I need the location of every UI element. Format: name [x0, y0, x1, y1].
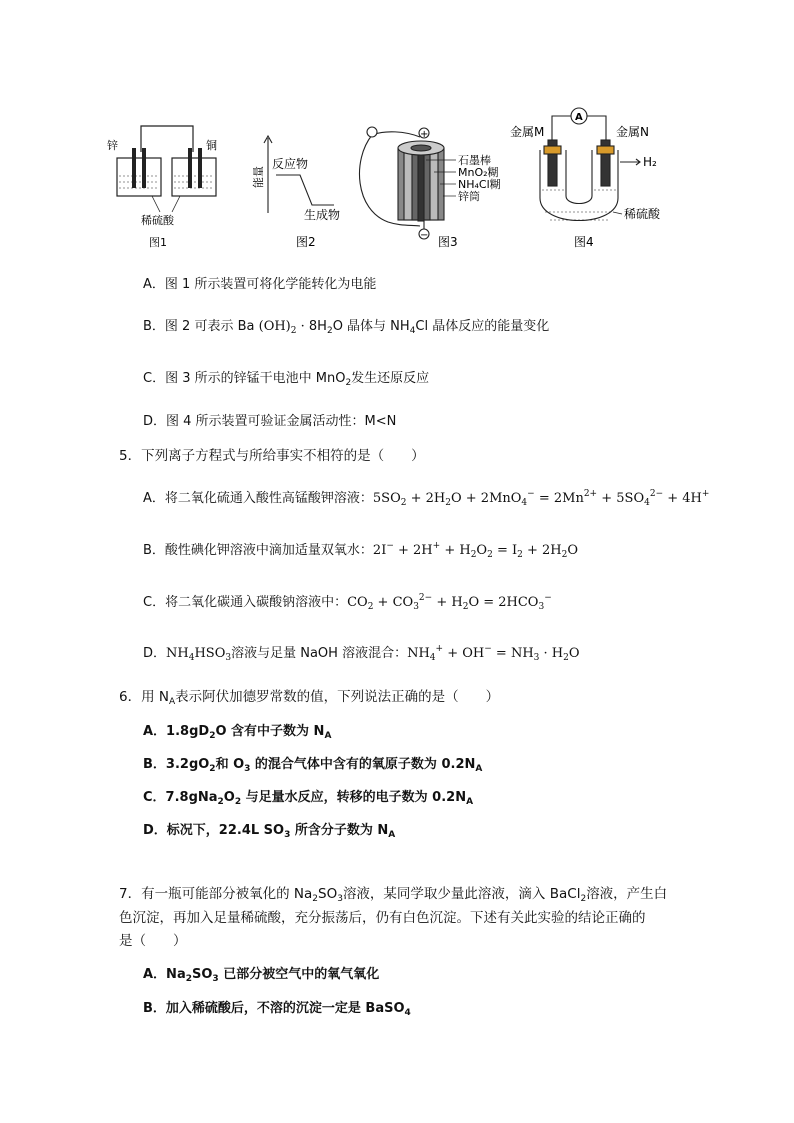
q6-option-d: D．标况下，22.4L $SO_3$ 所含分子数为 $N_A$ [143, 823, 396, 840]
fig3-minus: − [420, 230, 429, 241]
fig2-caption: 图2 [296, 235, 316, 249]
q4-c-post: 发生还原反应 [351, 371, 430, 386]
q6-option-b: B．$3.2gO_2$和 $O_3$ 的混合气体中含有的氧原子数为 $0.2N_A$ [143, 757, 483, 774]
fig4-acid: 稀硫酸 [624, 207, 661, 221]
q4-option-c: C．图 3 所示的锌锰干电池中 MnO$_2$发生还原反应 [143, 371, 430, 388]
fig4-meter: A [575, 112, 583, 123]
q4-b-mid2: O 晶体与 NH [332, 319, 410, 334]
q6-option-c: C．$7.8gNa_2O_2$ 与足量水反应，转移的电子数为 $0.2N_A$ [143, 790, 474, 807]
q5-option-c: C．将二氧化碳通入碳酸钠溶液中：$CO_2 + CO_3^{2-} + H_2O = 2HCO_3^-$ [143, 593, 552, 612]
q7-line-1: 7．有一瓶可能部分被氧化的 $Na_2SO_3$溶液，某同学取少量此溶液，滴入 BaCl$_2$溶液，产生白 [119, 886, 668, 904]
figure-strip [0, 90, 794, 260]
figure-1 [117, 126, 216, 212]
fig3-mno2-label: MnO₂糊 [458, 166, 499, 179]
q5-c-text: C．将二氧化碳通入碳酸钠溶液中： [143, 595, 348, 610]
q7-option-a: A．$Na_2SO_3$ 已部分被空气中的氧气氧化 [143, 967, 380, 984]
q6-stem: 6．用 $N_A$表示阿伏加德罗常数的值，下列说法正确的是（ ） [119, 689, 500, 707]
fig1-acid-label: 稀硫酸 [141, 214, 174, 227]
fig4-metal-m: 金属M [510, 125, 545, 139]
q4-option-d: D．图 4 所示装置可验证金属活动性：M<N [143, 414, 397, 429]
q4-option-b: B．图 2 可表示 Ba $(OH)_2 \cdot 8H_2O$ 晶体与 $NH_4Cl$ 晶体反应的能量变化 [143, 319, 550, 336]
fig3-zinc-label: 锌筒 [458, 190, 480, 203]
q4-b-mid: 8H [308, 319, 327, 334]
q5-d-text: 溶液与足量 NaOH 溶液混合： [231, 646, 408, 661]
fig1-caption: 图1 [149, 236, 167, 249]
figure-3 [359, 127, 456, 239]
q5-option-d: D．$NH_4HSO_3$溶液与足量 NaOH 溶液混合：$NH_4^+ + OH^- = NH_3 \cdot H_2O$ [143, 644, 580, 663]
figure-2 [264, 136, 334, 213]
fig3-nh4cl-label: NH₄Cl糊 [458, 178, 501, 191]
fig1-copper-label: 铜 [206, 139, 217, 152]
q5-option-b: B．酸性碘化钾溶液中滴加适量双氧水：$2I^- + 2H^+ + H_2O_2 = I_2 + 2H_2O$ [143, 541, 579, 560]
q4-b-text: B．图 2 可表示 Ba [143, 319, 255, 334]
fig1-zinc-label: 锌 [107, 139, 118, 152]
q5-a-text: A．将二氧化硫通入酸性高锰酸钾溶液： [143, 491, 373, 506]
fig4-metal-n: 金属N [616, 125, 649, 139]
q4-option-a: A．图 1 所示装置可将化学能转化为电能 [143, 277, 377, 292]
q6-option-a: A．$1.8gD_2O$ 含有中子数为 $N_A$ [143, 724, 332, 741]
fig3-caption: 图3 [438, 235, 458, 249]
fig2-ylabel: 能量 [252, 166, 265, 188]
q7-line-2: 色沉淀，再加入足量稀硫酸，充分振荡后，仍有白色沉淀。下述有关此实验的结论正确的 [119, 910, 646, 926]
q7-line-3: 是（ ） [119, 933, 187, 949]
fig3-rod-label: 石墨棒 [458, 154, 491, 167]
q7-option-b: B．加入稀硫酸后，不溶的沉淀一定是 BaSO$_4$ [143, 1001, 411, 1018]
fig2-reactant: 反应物 [272, 157, 309, 171]
q5-stem: 5．下列离子方程式与所给事实不相符的是（ ） [119, 448, 425, 464]
fig4-gas: H₂ [643, 155, 657, 169]
q5-option-a: A．将二氧化硫通入酸性高锰酸钾溶液：$5SO_2 + 2H_2O + 2MnO_4^- = 2Mn^{2+} + 5SO_4^{2-} + 4H^+$ [143, 489, 710, 508]
fig2-product: 生成物 [304, 208, 341, 222]
fig3-plus: + [420, 129, 429, 140]
q5-b-text: B．酸性碘化钾溶液中滴加适量双氧水： [143, 543, 373, 558]
q4-b-post: Cl 晶体反应的能量变化 [415, 319, 550, 334]
q4-c-text: C．图 3 所示的锌锰干电池中 MnO [143, 371, 346, 386]
fig4-caption: 图4 [574, 235, 594, 249]
